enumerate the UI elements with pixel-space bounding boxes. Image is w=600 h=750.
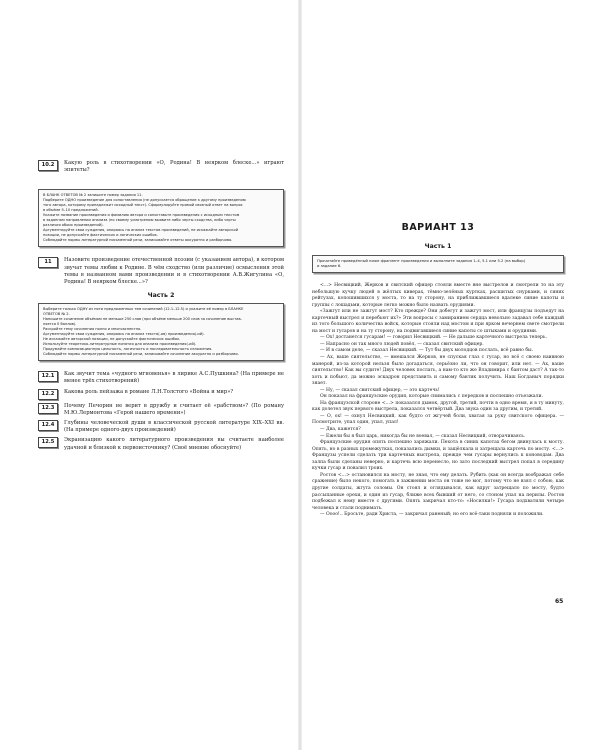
prose-paragraph: — Два, кажется? [320,427,361,433]
prose-paragraph: «Зажгут или не зажгут мост? Кто прежде? Они добегут и зажгут мост, или французы подъедут на картечный выстрел и перебьют их?» Эти вопросы с замиранием сердца невольно задавал себе каждый из того большого количества войск, которые стояли над мостом и при ярком вечернем свете смотрели на мост и гусаров и на ту сторону, на подвигавшиеся синие капоты со штыками и орудиями. [312,309,564,334]
essay-topic-12-2 [38,389,284,400]
instruction-line: ОТВЕТОВ № 2. [43,312,70,317]
task-text: Какую роль в стихотворении «О, Родина! В неярком блеске...» играют эпитеты? [64,160,284,174]
prose-paragraph: — И в самом деле, — сказал Несвицкий. — Тут бы двух молодцов послать, всё равно бы. [320,348,534,354]
instruction-line: позиции, не допускайте фактических и логических ошибок. [43,233,158,238]
prose-paragraph: Французские орудия опять поспешно заряжали. Пехота в синих капотах бегом двинулась к мосту. Опять, но в разных промежутках, показались дымки, и защёлкала и затрещала картечь по мосту. <...> Французы успели сделать три картечных выстрела, прежде чем гусары вернулись к коноводам. Два залпа были сделаны неверно, и картечь всю перенесло, но зато последний выстрел попал в середину кучки гусар и повалил троих. [312,440,564,472]
task-10-2 [38,160,284,174]
page-number: 65 [555,598,564,605]
task-text: Экранизацию какого литературного произведения вы считаете наиболее удачной и близкой к первоисточнику? (Своё мнение обоснуйте) [64,437,284,451]
task-text: Глубины человеческой души в классической русской литературе XIX–XXI вв. (На примере одного-двух произведений) [64,420,284,434]
variant-title: ВАРИАНТ 13 [401,222,475,233]
instruction-line: Соблюдайте нормы литературной письменной речи, записывайте ответы аккуратно и разборчиво. [43,238,233,243]
instruction-line: Укажите название произведения и фамилию автора и сопоставьте произведения с исходным текстом [43,213,240,218]
task-number: 12.5 [38,437,58,448]
instruction-line: ляется 0 баллов). [43,322,77,327]
instruction-line: Выберите только ОДНУ из пяти предложенных тем сочинений (12.1–12.5) и укажите её номер в БЛАНКЕ [43,307,244,312]
instruction-line: Используйте теоретико-литературные понятия для анализа произведения(-ий). [43,342,197,347]
task-text: Как звучит тема «чудного мгновенья» в лирике А.С.Пушкина? (На примере не менее трёх стихотворений) [64,371,284,385]
task-11 [38,257,284,286]
essay-topic-12-1 [38,371,284,385]
left-page [38,160,284,455]
prose-paragraph: — Оооо!.. Бросьте, ради Христа, — закричал раненый; но его всё-таки подняли и положили. [320,512,544,518]
essay-topic-12-4 [38,420,284,434]
instruction-line: Продумайте композиционную цельность, логичность и последовательность изложения. [43,347,213,352]
task-number: 10.2 [38,160,58,171]
part-1-heading: Часть 1 [424,243,452,250]
task-number: 12.2 [38,389,58,400]
right-page [312,222,564,519]
instruction-line: Не искажайте авторской позиции, не допускайте фактических ошибок. [43,337,181,342]
instruction-line: В БЛАНК ОТВЕТОВ № 2 запишите номер задания 11. [43,193,143,198]
essay-topic-12-5 [38,437,284,451]
instruction-line: Напишите сочинение объёмом не меньше 250 слов (при объёме меньше 200 слов за сочинение выстав- [43,317,242,322]
instruction-line: и задание 6. [317,264,342,268]
task-number: 12.4 [38,420,58,431]
prose-paragraph: Ростов <...> остановился на мосту, не зная, что ему делать. Рубить (как он всегда воображал себе сражение) было некого, помогать в зажжении моста он тоже не мог, потому что не взял с собою, как другие солдаты, жгута соломы. Он стоял и оглядывался, как вдруг затрещало по мосту, будто рассыпанные орехи, и один из гусар, ближе всех бывший от него, со стоном упал на перилы. Ростов подбежал к нему вместе с другими. Опять закричал кто-то: «Носилки!» Гусара подхватили четыре человека и стали поднимать. [312,472,564,511]
instruction-line: различия обоих произведений). [43,223,104,228]
instruction-line: Соблюдайте нормы литературной письменной речи, записывайте сочинение аккуратно и разборчиво. [43,352,239,357]
instruction-line: того автора, которому принадлежит исходный текст). Сформулируйте прямой связный ответ на вопрос [43,203,243,208]
task-text: Какова роль пейзажа в романе Л.Н.Толстого «Война и мир»? [64,388,234,395]
prose-paragraph: — Напрасно он так много людей повёл, — сказал свитский офицер. [320,341,484,347]
instruction-line: Аргументируйте свои суждения, опираясь на анализ текстов произведений, не искажайте авторской [43,228,239,233]
prose-paragraph: — Ох! достанется гусарам! — говорил Несвицкий. — Не дальше картечного выстрела теперь. [320,335,547,341]
essay-topic-12-3 [38,403,284,417]
prose-paragraph: — О, ох! — охнул Несвицкий, как будто от жгучей боли, хватая за руку свитского офицера. — Посмотрите, упал один, упал, упал! [312,413,564,426]
essay-instructions-box [38,303,284,361]
instruction-line: Раскройте тему сочинения полно и многоаспектно. [43,327,142,332]
literary-fragment [312,283,564,519]
instruction-line: в заданном направлении анализа (по своему усмотрению выявите либо черты сходства, либо черты [43,218,236,223]
task-number: 11 [38,257,58,268]
instruction-line: в объёме 5–10 предложений. [43,208,99,213]
answer-instructions-box [38,189,284,247]
instruction-line: Аргументируйте свои суждения, опираясь на анализ текста(-ов) произведения(-ий). [43,332,205,337]
prose-paragraph: — Ежели бы я был царь, никогда бы не воевал, — сказал Несвицкий, отворачиваясь. [320,433,526,439]
task-number: 12.1 [38,371,58,382]
task-number: 12.3 [38,403,58,414]
prose-paragraph: — Ну, — сказал свитский офицер, — это картечь! [320,387,440,393]
prose-paragraph: Он показал на французские орудия, которые снимались с передков и поспешно отъезжали. [320,394,543,400]
task-text: Почему Печорин не верит в дружбу и считает её «рабством»? (По роману М.Ю.Лермонтова «Герой нашего времени») [64,402,284,416]
prose-paragraph: На французской стороне <...> показался дымок, другой, третий, почти в одно время, и в ту минуту, как долетел звук первого выстрела, показался четвёртый. Два звука один за другим, и третий. [312,400,564,413]
task-text: Назовите произведение отечественной поэзии (с указанием автора), в котором звучат темы любви к Родине. В чём сходство (или различие) осмысления этой темы в названном вами произведении и в стихотворении А.В.Жигулина «О, Родина! В неярком блеске...»? [64,257,284,286]
prose-paragraph: <...> Несвицкий, Жерков и свитский офицер стояли вместе вне выстрелов и смотрели то на эту небольшую кучку людей в жёлтых киверах, тёмно-зелёных куртках, расшитых снурками, и синих рейтузах, копошившихся у моста, то на ту сторону, на приближавшиеся вдалеке синие капоты и группы с лошадьми, которые легко можно было назвать орудиями. [312,283,564,308]
instruction-line: Подберите ОДНО произведение для сопоставления (не допускается обращение к другому произведению [43,198,246,203]
reading-instructions-box [312,255,564,273]
part-2-heading: Часть 2 [147,292,175,300]
prose-paragraph: — Ах, ваше сиятельство, — вмешался Жерков, не спуская глаз с гусар, но всё с своею наивною манерой, из-за которой нельзя было догадаться, серьёзно ли, что он говорит, или нет. — Ах, ваше сиятельство! Как вы судите! Двух человек послать, а нам-то кто же Владимира с бантом даст? А так-то хоть и побьют, да можно эскадрон представить и самому бантик получить. Наш Богданыч порядки знает. [312,355,564,387]
book-gutter [298,0,302,750]
instruction-line: Прочитайте приведённый ниже фрагмент произведения и выполните задания 1–4, 5.1 или 5.2 (на выбор) [317,259,526,263]
